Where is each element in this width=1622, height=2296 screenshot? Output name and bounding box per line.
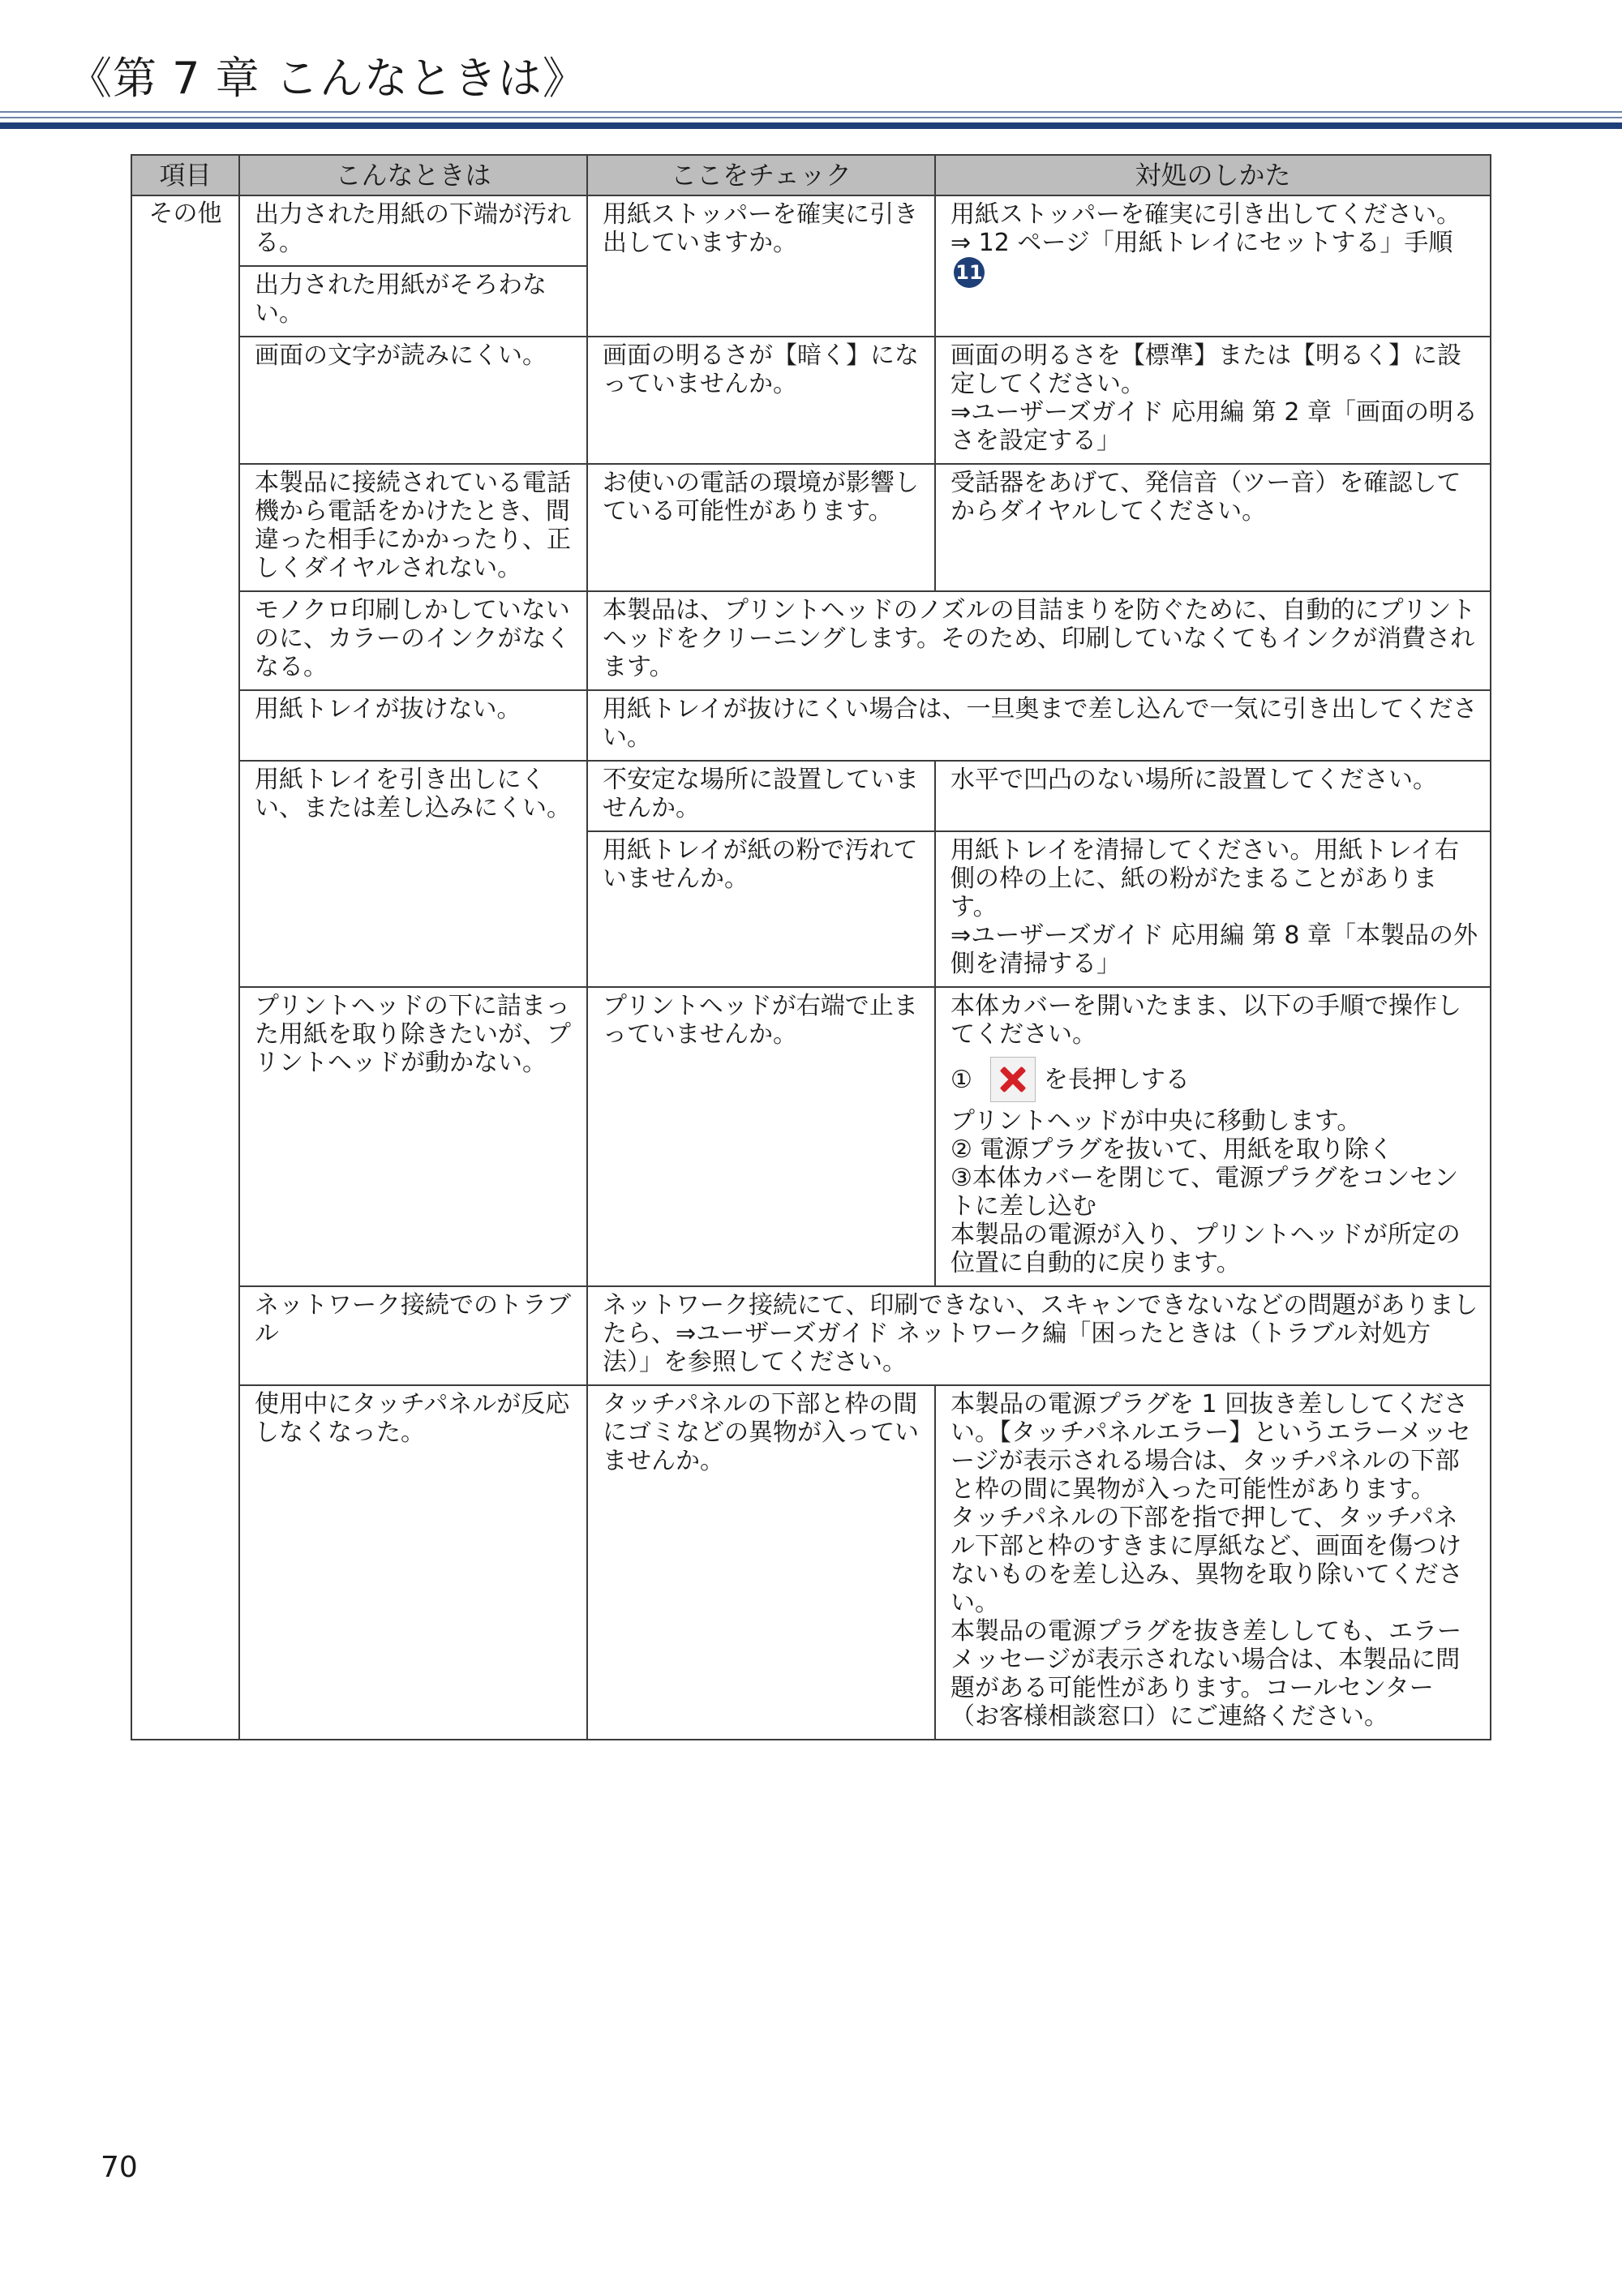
column-header-solution: 対処のしかた (935, 155, 1491, 195)
symptom-cell: 本製品に接続されている電話機から電話をかけたとき、間違った相手にかかったり、正しくダイヤルされない。 (239, 464, 587, 591)
table-row (131, 464, 1491, 591)
solution-text: 本製品の電源が入り、プリントヘッドが所定の位置に自動的に戻ります。 (950, 1221, 1461, 1277)
symptom-cell: 用紙トレイが抜けない。 (239, 690, 587, 761)
solution-step-3: ③本体カバーを閉じて、電源プラグをコンセントに差し込む (950, 1164, 1459, 1221)
table-row (131, 987, 1491, 1286)
solution-cell-merged: 用紙トレイが抜けにくい場合は、一旦奥まで差し込んで一気に引き出してください。 (587, 690, 1491, 761)
page-number: 70 (101, 2151, 138, 2184)
symptom-cell: 出力された用紙がそろわない。 (239, 266, 587, 337)
solution-reference: ⇒ユーザーズガイド 応用編 第 8 章「本製品の外側を清掃する」 (950, 921, 1478, 978)
check-cell: お使いの電話の環境が影響している可能性があります。 (587, 464, 935, 591)
check-cell: 不安定な場所に設置していませんか。 (587, 761, 935, 831)
table-row (131, 195, 1491, 266)
table-row (131, 761, 1491, 831)
check-cell: プリントヘッドが右端で止まっていませんか。 (587, 987, 935, 1286)
solution-text: プリントヘッドが中央に移動します。 (950, 1107, 1362, 1135)
symptom-cell: プリントヘッドの下に詰まった用紙を取り除きたいが、プリントヘッドが動かない。 (239, 987, 587, 1286)
step-1-row (950, 1057, 1478, 1102)
solution-reference (950, 229, 1478, 288)
symptom-cell: モノクロ印刷しかしていないのに、カラーのインクがなくなる。 (239, 591, 587, 690)
column-header-check: ここをチェック (587, 155, 935, 195)
solution-cell: 受話器をあげて、発信音（ツー音）を確認してからダイヤルしてください。 (935, 464, 1491, 591)
solution-step-2: ② 電源プラグを抜いて、用紙を取り除く (950, 1135, 1393, 1164)
solution-cell: 水平で凹凸のない場所に設置してください。 (935, 761, 1491, 831)
symptom-cell: ネットワーク接続でのトラブル (239, 1286, 587, 1385)
solution-cell (935, 831, 1491, 987)
chapter-title: 《第 7 章 こんなときは》 (68, 53, 587, 104)
symptom-cell: 使用中にタッチパネルが反応しなくなった。 (239, 1385, 587, 1740)
check-cell: 用紙ストッパーを確実に引き出していますか。 (587, 195, 935, 337)
step-1-number: ① (950, 1065, 972, 1094)
check-cell: 用紙トレイが紙の粉で汚れていませんか。 (587, 831, 935, 987)
category-cell: その他 (131, 195, 239, 1740)
solution-cell-merged: 本製品は、プリントヘッドのノズルの目詰まりを防ぐために、自動的にプリントヘッドをクリーニングします。そのため、印刷していなくてもインクが消費されます。 (587, 591, 1491, 690)
symptom-cell: 用紙トレイを引き出しにくい、または差し込みにくい。 (239, 761, 587, 987)
solution-text: 本製品の電源プラグを 1 回抜き差ししてください。【タッチパネルエラー】というエラーメッセージが表示される場合は、タッチパネルの下部と枠の間に異物が入った可能性があります。 (950, 1390, 1471, 1504)
table-row (131, 591, 1491, 690)
solution-text: 用紙ストッパーを確実に引き出してください。 (950, 200, 1461, 229)
reference-link-text: ⇒ 12 ページ「用紙トレイにセットする」手順 (950, 229, 1453, 257)
solution-cell-merged: ネットワーク接続にて、印刷できない、スキャンできないなどの問題がありましたら、⇒ユーザーズガイド ネットワーク編「困ったときは（トラブル対処方法）」を参照してください。 (587, 1286, 1491, 1385)
solution-cell (935, 195, 1491, 337)
solution-cell (935, 1385, 1491, 1740)
solution-cell (935, 987, 1491, 1286)
stop-x-icon (990, 1057, 1036, 1102)
step-number-badge: 11 (954, 257, 985, 288)
solution-cell (935, 337, 1491, 464)
header-rule-thick (0, 122, 1622, 129)
column-header-category: 項目 (131, 155, 239, 195)
table-row (131, 1385, 1491, 1740)
symptom-cell: 画面の文字が読みにくい。 (239, 337, 587, 464)
solution-text: 本体カバーを開いたまま、以下の手順で操作してください。 (950, 992, 1461, 1049)
solution-reference: ⇒ユーザーズガイド 応用編 第 2 章「画面の明るさを設定する」 (950, 398, 1478, 455)
table-row (131, 1286, 1491, 1385)
column-header-symptom: こんなときは (239, 155, 587, 195)
check-cell: 画面の明るさが【暗く】になっていませんか。 (587, 337, 935, 464)
solution-text: タッチパネルの下部を指で押して、タッチパネル下部と枠のすきまに厚紙など、画面を傷つけないものを差し込み、異物を取り除いてください。 (950, 1504, 1463, 1617)
check-cell: タッチパネルの下部と枠の間にゴミなどの異物が入っていませんか。 (587, 1385, 935, 1740)
solution-text: 用紙トレイを清掃してください。用紙トレイ右側の枠の上に、紙の粉がたまることがあります。 (950, 836, 1459, 921)
symptom-cell: 出力された用紙の下端が汚れる。 (239, 195, 587, 266)
header-rule-thin-2 (0, 117, 1622, 118)
table-header-row (131, 155, 1491, 195)
table-row (131, 690, 1491, 761)
troubleshooting-table (131, 154, 1491, 1740)
step-1-text: を長押しする (1043, 1065, 1190, 1094)
solution-text: 本製品の電源プラグを抜き差ししても、エラーメッセージが表示されない場合は、本製品に問題がある可能性があります。コールセンター（お客様相談窓口）にご連絡ください。 (950, 1617, 1461, 1731)
table-row (131, 337, 1491, 464)
solution-text: 画面の明るさを【標準】または【明るく】に設定してください。 (950, 341, 1461, 398)
header-rule-thin-1 (0, 111, 1622, 113)
